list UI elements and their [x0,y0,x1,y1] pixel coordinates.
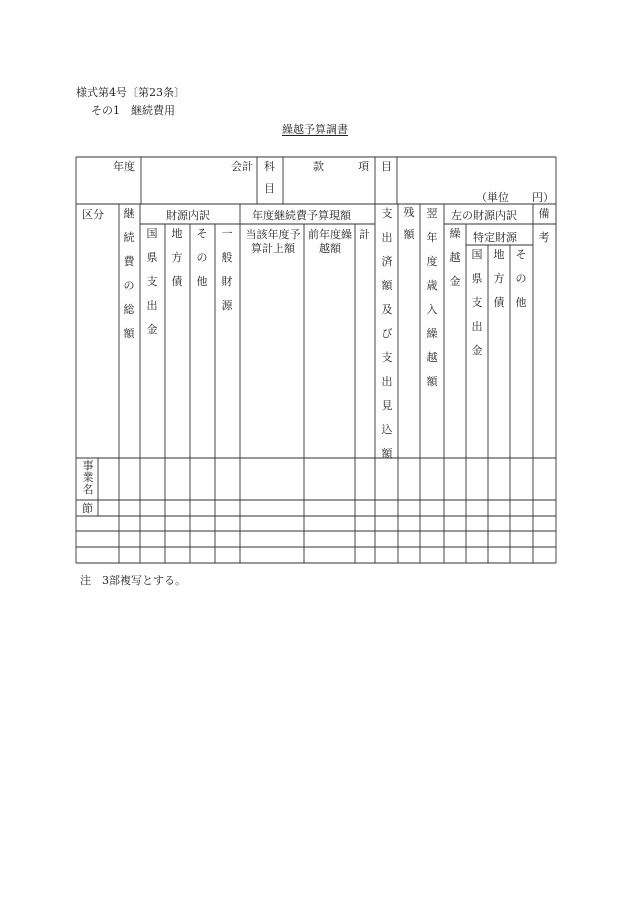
bikou-label: 備考 [538,207,550,244]
t-kuni-label: 国県支出金 [471,248,483,357]
total-label: 継続費の総額 [123,207,135,340]
hidari-zaigen-label: 左の財源内訳 [451,209,517,222]
unit-close-label: 円） [532,191,554,204]
moku-label: 目 [381,160,392,173]
zangaku-label: 残額 [403,206,415,241]
unit-open-label: （単位 [476,191,509,204]
account-label: 会計 [231,160,253,173]
year-label: 年度 [113,160,135,173]
kou-label: 項 [358,160,369,173]
kan-label: 款 [313,160,324,173]
zennendo-label: 前年度繰越額 [308,228,352,255]
tokutei-label: 特定財源 [473,231,517,244]
jigyoumei-label: 事業名 [82,459,94,496]
form-subtitle: その1 継続費用 [91,104,175,117]
chihou-label: 地方債 [171,227,183,288]
shishutsu-label: 支出済額及び支出見込額 [381,207,393,460]
kamoku-top-label: 科 [264,160,275,173]
footnote: 注 3部複写とする。 [80,574,186,587]
kamoku-bottom-label: 目 [264,182,275,195]
yokunendo-label: 翌年度歳入繰越額 [426,207,438,388]
kuni-label: 国県支出金 [146,227,158,336]
tougai-label: 当該年度予算計上額 [245,228,301,255]
ippan-label: 一般財源 [221,227,233,312]
t-chihou-label: 地方債 [493,248,505,309]
form-number: 様式第4号〔第23条〕 [76,86,185,99]
t-sonota-label: その他 [515,248,527,309]
page-title: 繰越予算調書 [282,123,348,136]
kubun-label: 区分 [82,208,104,221]
kurikoshi-label: 繰越金 [449,227,461,288]
sonota-label: その他 [196,227,208,288]
setsu-label: 節 [82,502,93,515]
kei-label: 計 [359,228,370,241]
keizoku-genkyou-label: 年度継続費予算現額 [252,209,351,222]
zaigen-uchiwake-label: 財源内訳 [166,209,210,222]
